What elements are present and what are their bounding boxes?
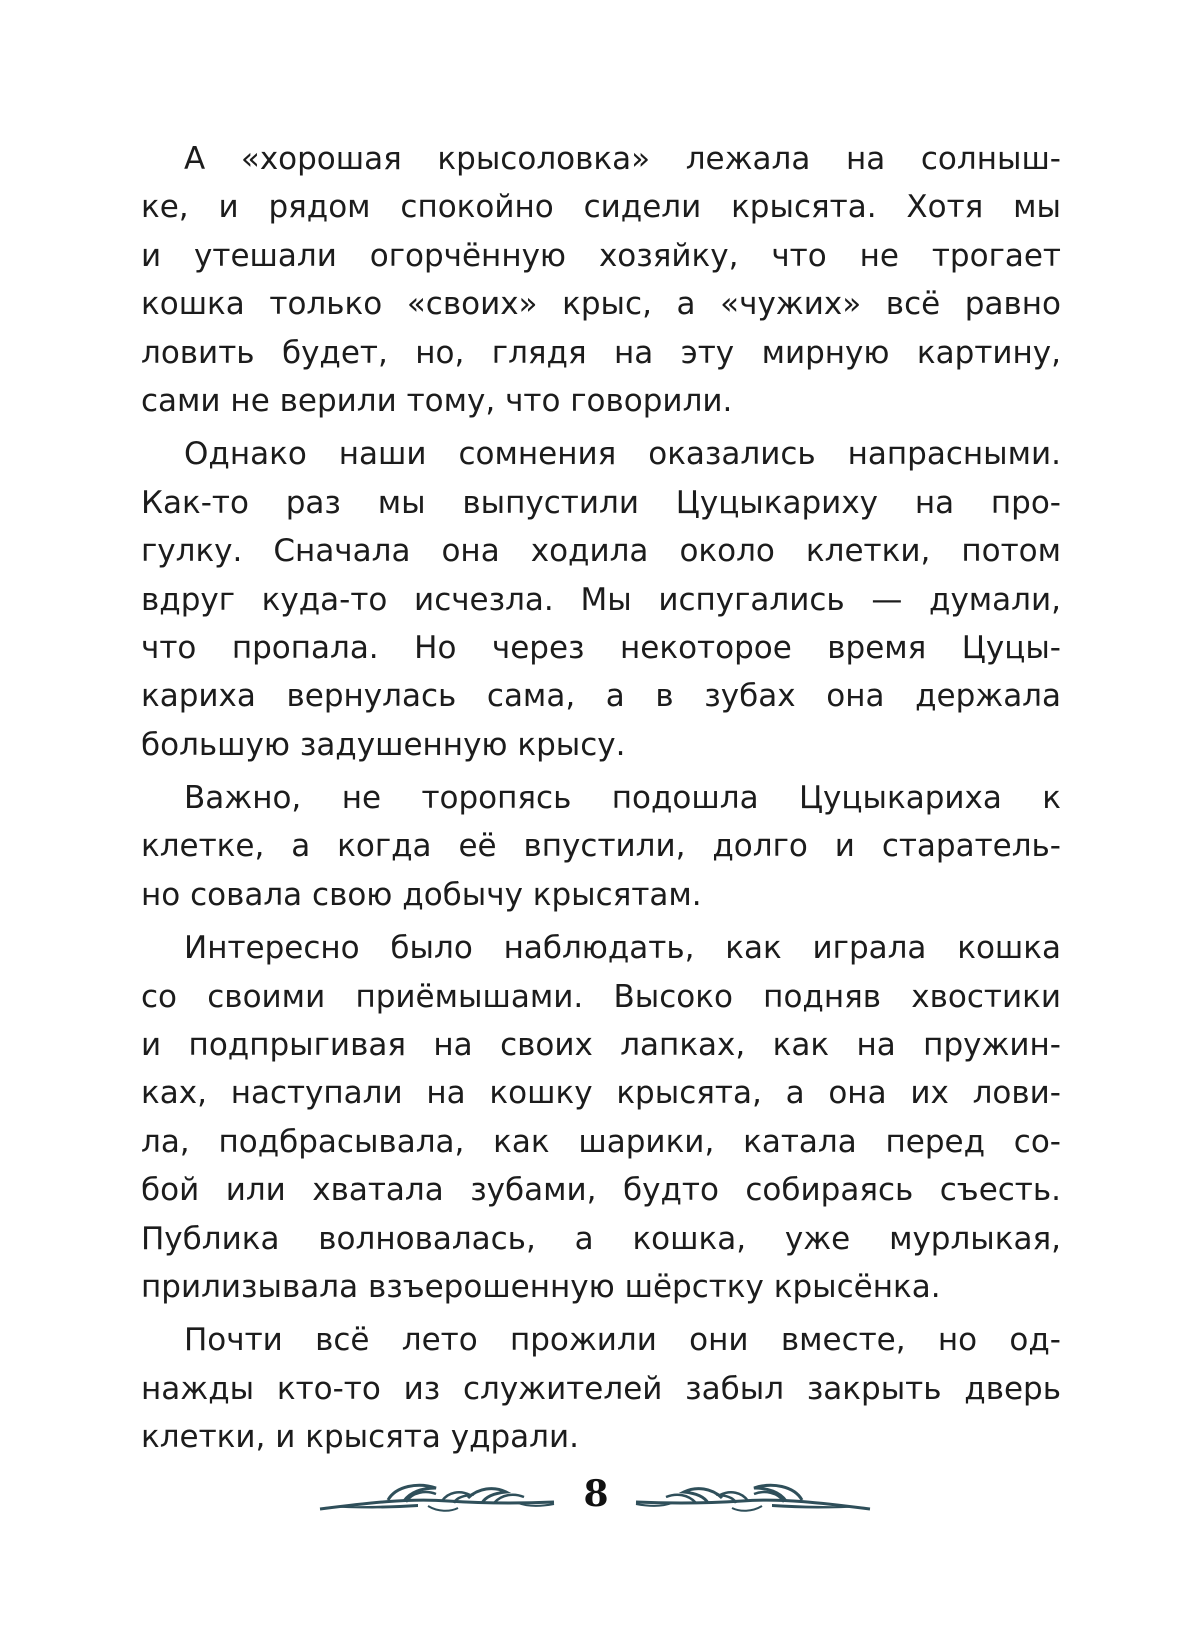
text-line: ке, и рядом спокойно сидели крысята. Хотя мы	[141, 189, 1061, 226]
page-footer	[0, 1470, 1193, 1530]
text-line: кошка только «своих» крыс, а «чужих» всё равно	[141, 286, 1061, 323]
text-line: Однако наши сомнения оказались напрасными.	[184, 436, 1061, 473]
paragraph-2	[141, 430, 1061, 769]
flourish-shapes	[636, 1485, 870, 1510]
text-line: и подпрыгивая на своих лапках, как на пружин-	[141, 1027, 1061, 1064]
text-line: и утешали огорчённую хозяйку, что не трогает	[141, 237, 1061, 274]
text-line: со своими приёмышами. Высоко подняв хвостики	[141, 978, 1061, 1015]
text-line: ла, подбрасывала, как шарики, катала перед со-	[141, 1123, 1061, 1160]
paragraph-1	[141, 135, 1061, 425]
text-line: сами не верили тому, что говорили.	[141, 382, 733, 419]
text-line: ках, наступали на кошку крысята, а она их лови-	[141, 1075, 1061, 1112]
text-line: но совала свою добычу крысятам.	[141, 876, 702, 913]
page-number: 8	[583, 1473, 609, 1515]
text-line: что пропала. Но через некоторое время Цуцы-	[141, 629, 1061, 666]
flourish-shapes	[320, 1485, 554, 1510]
page-text	[141, 135, 1061, 1467]
text-line: вдруг куда-то исчезла. Мы испугались — думали,	[141, 581, 1061, 618]
text-line: Интересно было наблюдать, как играла кошка	[184, 930, 1061, 967]
text-line: клетке, а когда её впустили, долго и старатель-	[141, 828, 1061, 865]
text-line: клетки, и крысята удрали.	[141, 1419, 579, 1456]
text-line: А «хорошая крысоловка» лежала на солныш-	[184, 141, 1061, 177]
text-line: большую задушенную крысу.	[141, 726, 626, 763]
text-line: Как-то раз мы выпустили Цуцыкариху на про-	[141, 484, 1061, 521]
paragraph-5	[141, 1316, 1061, 1461]
text-line: бой или хватала зубами, будто собираясь съесть.	[141, 1172, 1061, 1209]
text-line: Важно, не торопясь подошла Цуцыкариха к	[184, 780, 1061, 817]
text-line: кариха вернулась сама, а в зубах она держала	[141, 678, 1061, 715]
text-line: нажды кто-то из служителей забыл закрыть дверь	[141, 1370, 1061, 1407]
paragraph-4	[141, 924, 1061, 1311]
text-line: Публика волновалась, а кошка, уже мурлыкая,	[141, 1220, 1061, 1257]
text-line: ловить будет, но, глядя на эту мирную картину,	[141, 334, 1061, 371]
text-line: прилизывала взъерошенную шёрстку крысёнка.	[141, 1268, 941, 1305]
paragraph-3	[141, 774, 1061, 919]
text-line: гулку. Сначала она ходила около клетки, потом	[141, 533, 1061, 570]
left-flourish-ornament	[318, 1476, 558, 1516]
right-flourish-ornament	[632, 1476, 872, 1516]
text-line: Почти всё лето прожили они вместе, но од-	[184, 1322, 1061, 1359]
